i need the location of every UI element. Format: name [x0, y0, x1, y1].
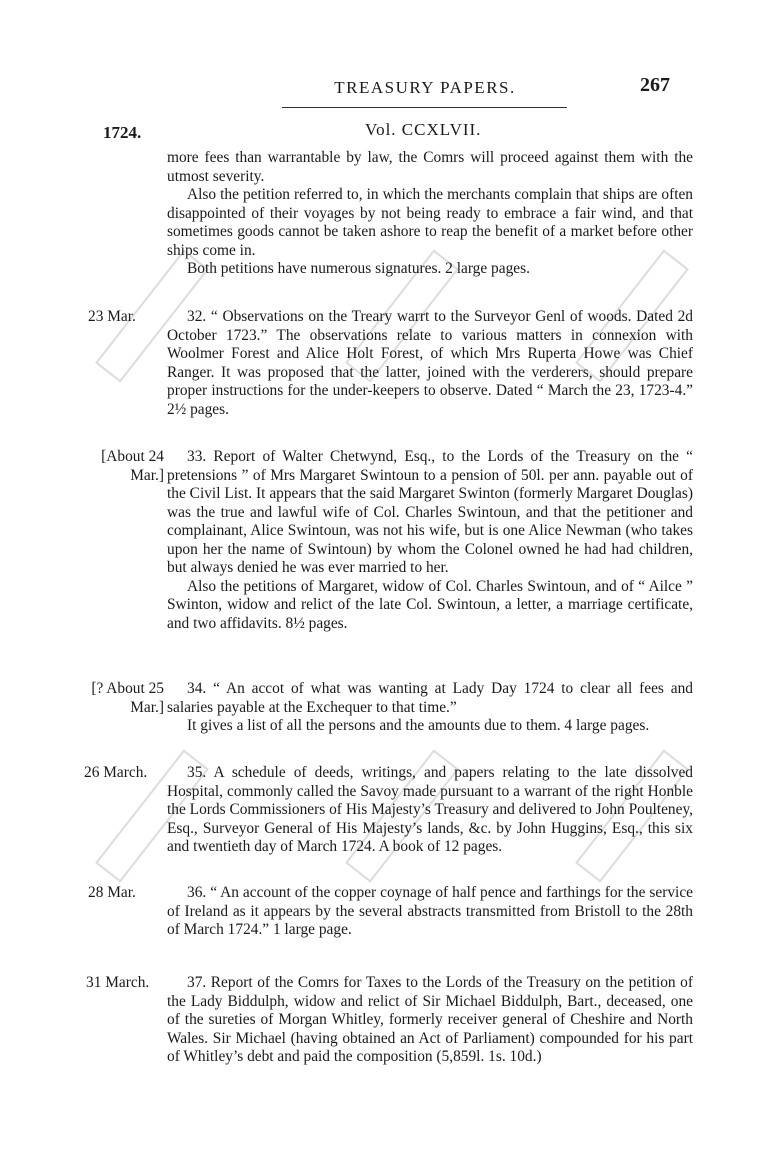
paragraph: 33. Report of Walter Chetwynd, Esq., to the Lords of the Treasury on the “ pretensions ” of Mrs Margaret Swintoun to a pension of 50l. per ann. payable out of the Civil List. It appears that the said Margaret Swinton (formerly Margaret Douglas) was the true and lawful wife of Col. Charles Swintoun, and that the petitioner and complainant, Alice Swintoun, was not his wife, but is one Alice Newman (who takes upon her the name of Swintoun) by whom the Colonel owned he had had children, but always denied he was ever married to her. [167, 448, 693, 576]
continuation-text [167, 149, 693, 279]
entry-36 [167, 884, 693, 940]
paragraph: 37. Report of the Comrs for Taxes to the Lords of the Treasury on the petition of the Lady Biddulph, widow and relict of Sir Michael Biddulph, Bart., deceased, one of the sureties of Morgan Whitley, formerly receiver general of Cheshire and North Wales. Sir Michael (having obtained an Act of Parliament) compounded for his part of Whitley’s debt and paid the composition (5,859l. 1s. 10d.) [167, 974, 693, 1065]
entry-37 [167, 974, 693, 1067]
page-header [0, 74, 768, 110]
paragraph: Also the petitions of Margaret, widow of Col. Charles Swintoun, and of “ Ailce ” Swinton, widow and relict of the late Col. Swintoun, a letter, a marriage certificate, and two affidavits. 8½ pages. [167, 577, 693, 632]
year-label: 1724. [103, 123, 142, 142]
entry-33 [167, 448, 693, 633]
entry-35 [167, 764, 693, 857]
paragraph: 32. “ Observations on the Treary warrt to the Surveyor Genl of woods. Dated 2d October 1723.” The observations relate to various matters in connexion with Woolmer Forest and Alice Holt Forest, of which Mrs Ruperta Howe was Chief Ranger. It was proposed that the latter, joined with the verderers, should prepare proper instructions for the under-keepers to observe. Dated “ March the 23, 1723-4.” 2½ pages. [167, 308, 693, 418]
paragraph: 35. A schedule of deeds, writings, and papers relating to the late dissolved Hospital, commonly called the Savoy made pursuant to a warrant of the right Honble the Lords Commissioners of His Majesty’s Treasury and delivered to John Poulteney, Esq., Surveyor General of His Majesty’s lands, &c. by John Huggins, Esq., this six and twentieth day of March 1724. A book of 12 pages. [167, 764, 693, 855]
paragraph: 34. “ An accot of what was wanting at Lady Day 1724 to clear all fees and salaries payable at the Exchequer to that time.” [167, 680, 693, 716]
header-rule [282, 107, 567, 108]
entry-34 [167, 680, 693, 736]
entry-32 [167, 308, 693, 419]
page-number: 267 [640, 74, 670, 96]
entry-date: [? About 25 Mar.] [91, 680, 164, 716]
volume-label: Vol. CCXLVII. [365, 120, 482, 139]
paragraph: Also the petition referred to, in which the merchants complain that ships are often disappointed of their voyages by not being ready to embrace a fair wind, and that sometimes goods cannot be taken ashore to reap the benefit of a market before other ships come in. [167, 186, 693, 259]
paragraph: 36. “ An account of the copper coynage of half pence and farthings for the service of Ireland as it appears by the several abstracts transmitted from Bristoll to the 28th of March 1724.” 1 large page. [167, 884, 693, 938]
running-title: TREASURY PAPERS. [334, 78, 516, 97]
entry-date: 26 March. [84, 764, 148, 781]
entry-date: 31 March. [86, 974, 150, 991]
entry-date: [About 24 Mar.] [101, 448, 164, 484]
entry-date: 28 Mar. [88, 884, 136, 901]
paragraph: more fees than warrantable by law, the Comrs will proceed against them with the utmost severity. [167, 149, 693, 185]
entry-date: 23 Mar. [88, 308, 136, 325]
paragraph: It gives a list of all the persons and the amounts due to them. 4 large pages. [187, 717, 650, 734]
paragraph: Both petitions have numerous signatures. 2 large pages. [187, 260, 530, 277]
